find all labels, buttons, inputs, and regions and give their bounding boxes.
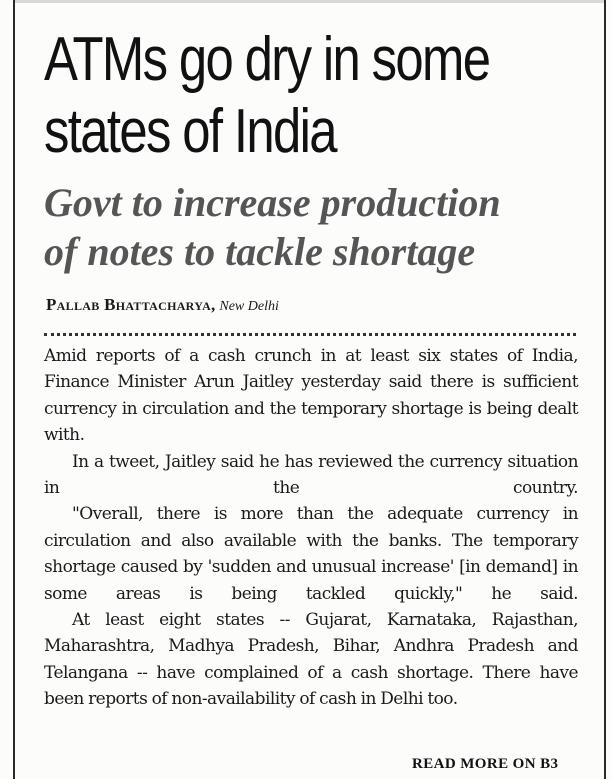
byline <box>46 295 279 315</box>
byline-location: New Delhi <box>219 299 279 314</box>
body-paragraph-4: At least eight states -- Gujarat, Karnataka, Rajasthan, Maharashtra, Madhya Pradesh, Bihar, Andhra Pradesh and Telangana -- have complained of a cash shortage. There have been reports of non-availability of cash in Delhi too. <box>44 610 578 710</box>
right-column-rule <box>604 0 606 779</box>
headline-line-2: states of India <box>44 97 336 166</box>
subheadline-line-2: of notes to tackle shortage <box>44 229 476 274</box>
headline-line-1: ATMs go dry in some <box>44 25 490 94</box>
body-paragraph-2: In a tweet, Jaitley said he has reviewed the currency situation in the country. <box>44 451 578 499</box>
body-paragraph-3: "Overall, there is more than the adequate currency in circulation and also available with the banks. The temporary shortage caused by 'sudden and unusual increase' [in demand] in some areas is being tackled quickly," he said. <box>44 504 578 604</box>
read-more-link[interactable]: READ MORE ON B3 <box>412 756 559 772</box>
top-edge-rule <box>13 0 606 3</box>
subheadline-line-1: Govt to increase production <box>44 180 501 225</box>
byline-author: Pallab Bhattacharya, <box>46 295 216 314</box>
dotted-separator <box>44 333 576 336</box>
headline <box>44 24 499 168</box>
body-paragraph-1: Amid reports of a cash crunch in at least six states of India, Finance Minister Arun Jaitley yesterday said there is sufficient currency in circulation and the temporary shortage is being dealt with. <box>44 346 578 446</box>
subheadline <box>44 178 501 276</box>
left-column-rule <box>13 0 15 779</box>
article-body <box>44 343 578 713</box>
